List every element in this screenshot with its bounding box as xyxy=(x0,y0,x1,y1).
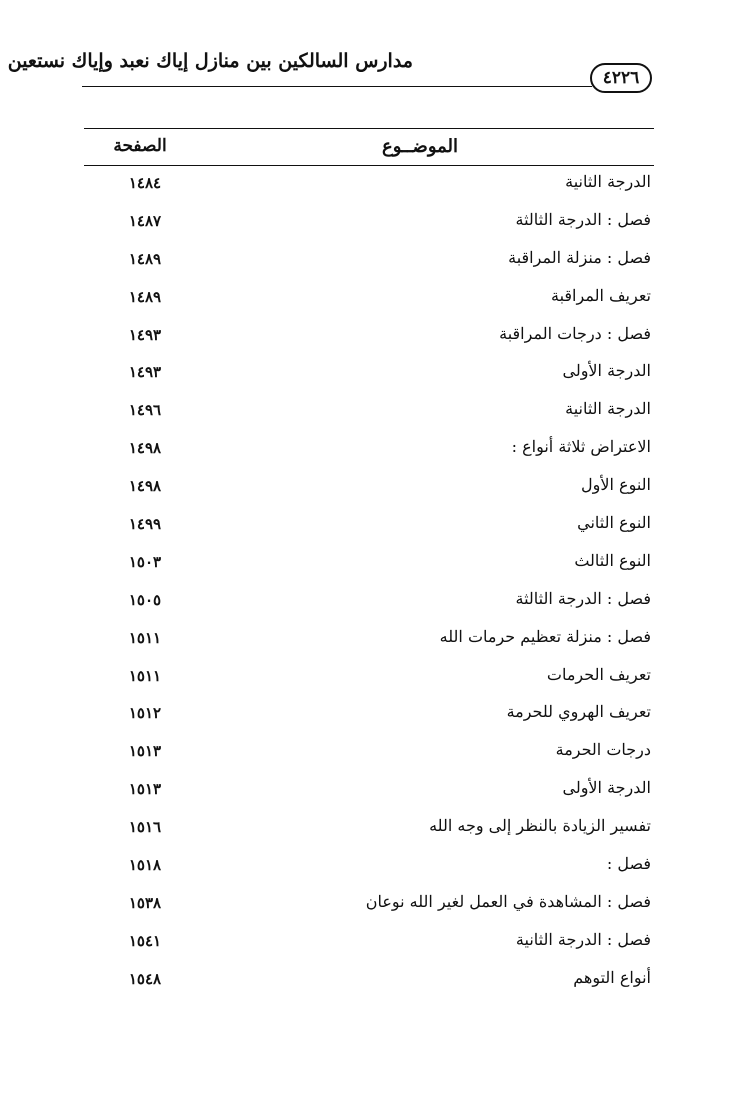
toc-entry xyxy=(0,431,755,469)
toc-entry xyxy=(0,772,755,810)
column-header-topic: الموضــوع xyxy=(381,136,459,157)
toc-entry xyxy=(0,962,755,1000)
toc-entry-page: ١٤٩٩ xyxy=(128,515,162,534)
toc-entry-title: تفسير الزيادة بالنظر إلى وجه الله xyxy=(429,816,651,836)
header-rule xyxy=(82,86,592,87)
toc-entry-title: فصل : منزلة المراقبة xyxy=(508,247,651,267)
toc-entry-page: ١٥١٦ xyxy=(128,818,162,837)
toc-entry xyxy=(0,810,755,848)
toc-entry-page: ١٥٣٨ xyxy=(128,893,162,912)
toc-entry-title: فصل : xyxy=(606,854,651,874)
toc-entry xyxy=(0,242,755,280)
toc-entry-title: فصل : درجات المراقبة xyxy=(499,323,651,343)
toc-entry-page: ١٤٨٩ xyxy=(128,249,162,268)
toc-entry-title: فصل : منزلة تعظيم حرمات الله xyxy=(439,626,651,646)
toc-entries xyxy=(0,166,755,1000)
toc-entry xyxy=(0,469,755,507)
toc-entry-page: ١٤٩٨ xyxy=(128,477,162,496)
toc-entry xyxy=(0,355,755,393)
toc-entry xyxy=(0,166,755,204)
toc-entry-page: ١٥٤١ xyxy=(128,931,162,950)
toc-entry-title: الدرجة الأولى xyxy=(562,778,651,798)
toc-entry-title: أنواع التوهم xyxy=(573,967,651,987)
toc-entry-page: ١٥٠٣ xyxy=(128,552,162,571)
toc-entry-page: ١٥١٣ xyxy=(128,742,162,761)
toc-entry-title: فصل : المشاهدة في العمل لغير الله نوعان xyxy=(365,891,651,911)
toc-entry-title: فصل : الدرجة الثالثة xyxy=(515,209,651,229)
toc-entry xyxy=(0,924,755,962)
toc-entry-page: ١٥٤٨ xyxy=(128,969,162,988)
toc-entry xyxy=(0,583,755,621)
toc-entry-title: درجات الحرمة xyxy=(555,740,651,760)
toc-entry-page: ١٤٨٩ xyxy=(128,287,162,306)
toc-entry-page: ١٥١١ xyxy=(128,666,162,685)
toc-entry-page: ١٥١٢ xyxy=(128,704,162,723)
toc-entry-page: ١٤٩٨ xyxy=(128,439,162,458)
toc-entry xyxy=(0,318,755,356)
toc-entry-title: الدرجة الأولى xyxy=(562,361,651,381)
toc-entry xyxy=(0,280,755,318)
toc-entry-title: تعريف المراقبة xyxy=(551,285,651,305)
toc-entry-page: ١٤٩٣ xyxy=(128,363,162,382)
toc-entry-page: ١٤٨٤ xyxy=(128,174,162,192)
running-title: مدارس السالكين بين منازل إياك نعبد وإياك نستعين xyxy=(7,50,413,72)
toc-entry-page: ١٥١٣ xyxy=(128,780,162,799)
toc-entry xyxy=(0,393,755,431)
toc-entry-page: ١٤٩٣ xyxy=(128,325,162,344)
toc-entry-title: فصل : الدرجة الثانية xyxy=(515,929,651,949)
toc-entry-title: فصل : الدرجة الثالثة xyxy=(515,588,651,608)
toc-entry-title: الدرجة الثانية xyxy=(565,172,651,191)
toc-entry-title: النوع الثاني xyxy=(577,513,651,533)
toc-entry-page: ١٤٩٦ xyxy=(128,401,162,420)
toc-entry xyxy=(0,204,755,242)
toc-entry-title: تعريف الهروي للحرمة xyxy=(506,702,651,722)
toc-entry xyxy=(0,545,755,583)
toc-entry-page: ١٥١٨ xyxy=(128,856,162,875)
toc-entry-page: ١٥١١ xyxy=(128,628,162,647)
page-number-badge xyxy=(590,63,652,93)
toc-entry-title: النوع الثالث xyxy=(574,550,651,570)
toc-entry xyxy=(0,621,755,659)
toc-entry xyxy=(0,734,755,772)
toc-entry xyxy=(0,848,755,886)
toc-entry xyxy=(0,507,755,545)
toc-entry-page: ١٤٨٧ xyxy=(128,211,162,230)
column-header-top-rule xyxy=(84,128,654,129)
toc-entry xyxy=(0,696,755,734)
toc-entry xyxy=(0,659,755,697)
page-number: ٤٢٢٦ xyxy=(602,68,640,88)
toc-entry xyxy=(0,886,755,924)
toc-entry-title: تعريف الحرمات xyxy=(546,664,651,684)
toc-entry-title: الدرجة الثانية xyxy=(565,399,651,419)
toc-entry-title: النوع الأول xyxy=(581,475,651,495)
toc-entry-page: ١٥٠٥ xyxy=(128,590,162,609)
toc-entry-title: الاعتراض ثلاثة أنواع : xyxy=(511,437,651,457)
column-header-page: الصفحة xyxy=(113,136,167,156)
